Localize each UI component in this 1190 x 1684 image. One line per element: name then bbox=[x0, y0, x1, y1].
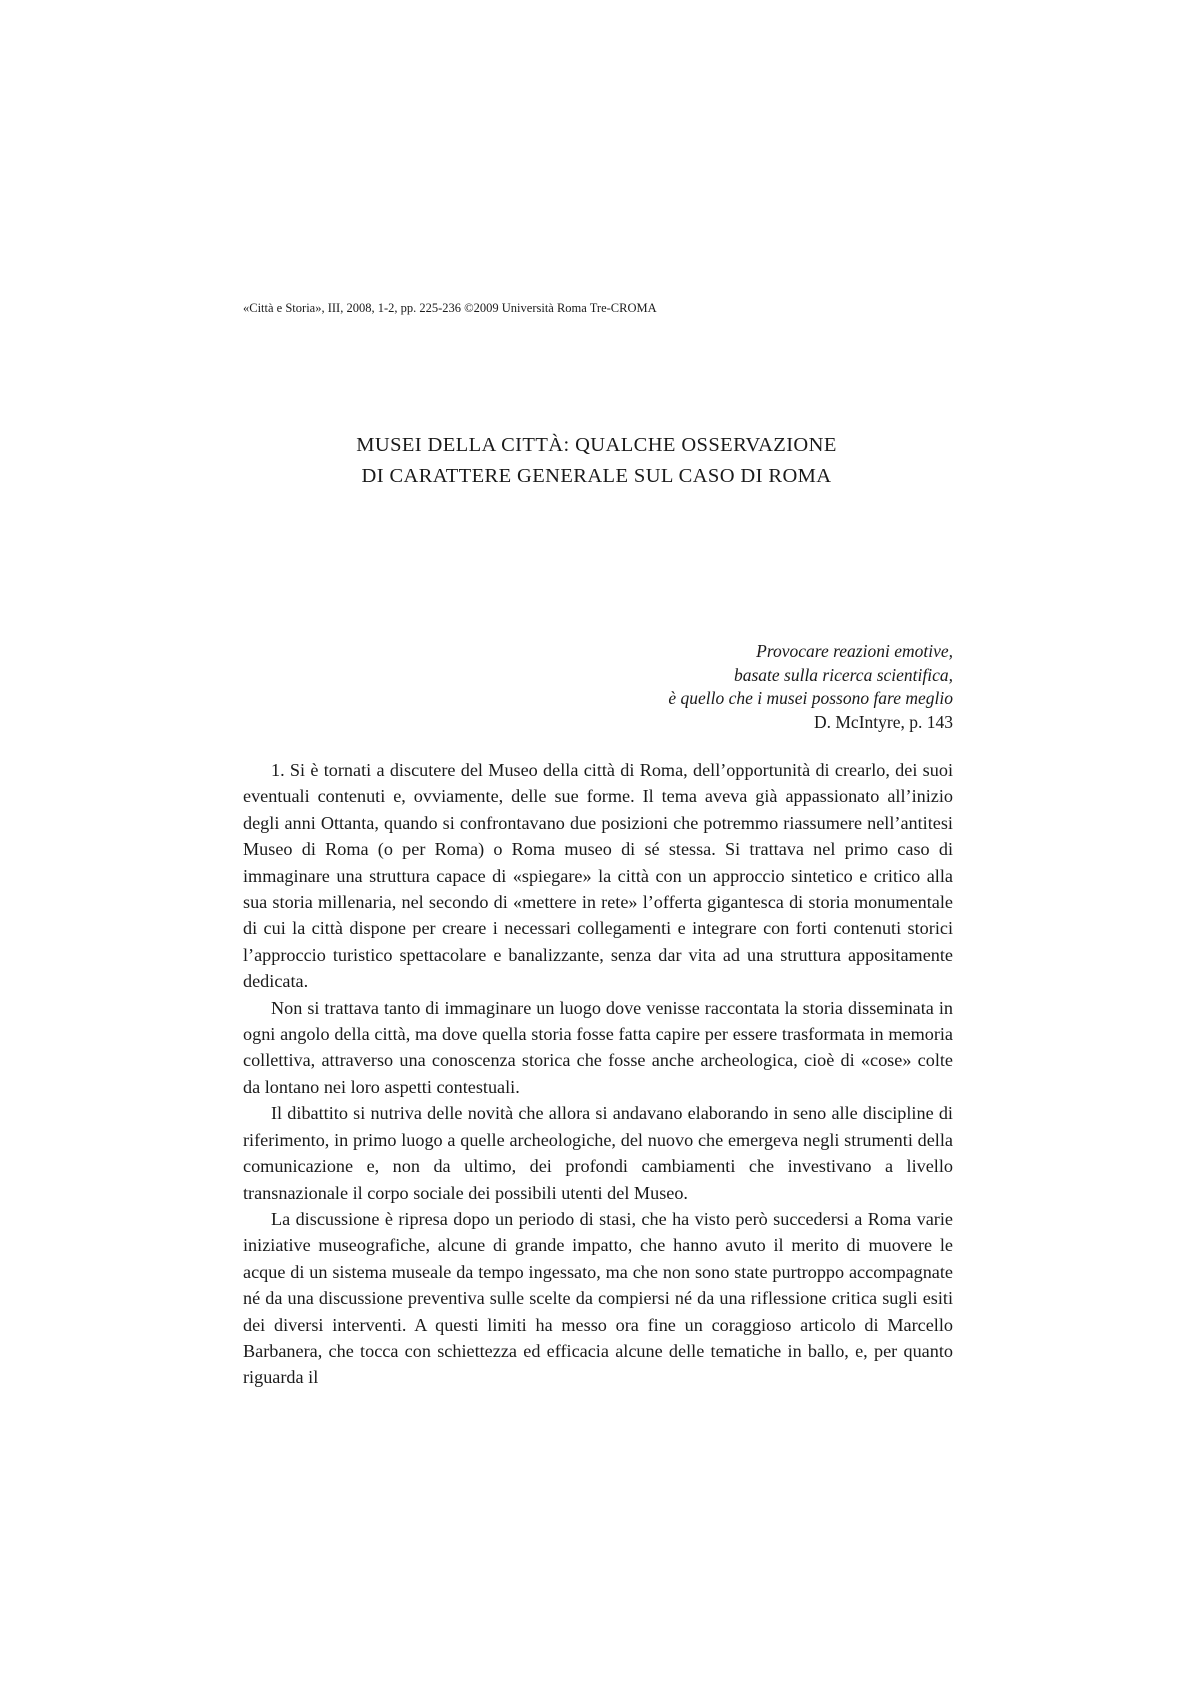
article-body bbox=[243, 757, 953, 1391]
epigraph bbox=[600, 640, 953, 734]
epigraph-attribution: D. McIntyre, p. 143 bbox=[813, 711, 953, 732]
body-paragraph-3: Il dibattito si nutriva delle novità che allora si andavano elaborando in seno alle discipline di riferimento, in primo luogo a quelle archeologiche, del nuovo che emergeva negli strumenti della comunicazione e, non da ultimo, dei profondi cambiamenti che investivano a livello transnazionale il corpo sociale dei possibili utenti del Museo. bbox=[243, 1103, 953, 1203]
article-title bbox=[243, 430, 950, 492]
journal-citation: «Città e Storia», III, 2008, 1-2, pp. 225-236 ©2009 Università Roma Tre-CROMA bbox=[243, 301, 657, 315]
epigraph-line-3: è quello che i musei possono fare meglio bbox=[668, 688, 953, 708]
title-line-2: DI CARATTERE GENERALE SUL CASO DI ROMA bbox=[361, 465, 832, 487]
title-line-1: MUSEI DELLA CITTÀ: QUALCHE OSSERVAZIONE bbox=[356, 434, 837, 456]
epigraph-line-1: Provocare reazioni emotive, bbox=[756, 641, 953, 661]
body-paragraph-2: Non si trattava tanto di immaginare un luogo dove venisse raccontata la storia disseminata in ogni angolo della città, ma dove quella storia fosse fatta capire per essere trasformata in memoria collettiva, attraverso una conoscenza storica che fosse anche archeologica, cioè di «cose» colte da lontano nei loro aspetti contestuali. bbox=[243, 997, 953, 1097]
body-paragraph-4: La discussione è ripresa dopo un periodo di stasi, che ha visto però succedersi a Roma varie iniziative museografiche, alcune di grande impatto, che hanno avuto il merito di muovere le acque di un sistema museale da tempo ingessato, ma che non sono state purtroppo accompagnate né da una discussione preventiva sulle scelte da compiersi né da una riflessione critica sugli esiti dei diversi interventi. A questi limiti ha messo ora fine un coraggioso articolo di Marcello Barbanera, che tocca con schiettezza ed efficacia alcune delle tematiche in ballo, e, per quanto riguarda il bbox=[243, 1208, 953, 1388]
body-paragraph-1: 1. Si è tornati a discutere del Museo della città di Roma, dell’opportunità di crearlo, dei suoi eventuali contenuti e, ovviamente, delle sue forme. Il tema aveva già appassionato all’inizio degli anni Ottanta, quando si confrontavano due posizioni che potremmo riassumere nell’antitesi Museo di Roma (o per Roma) o Roma museo di sé stessa. Si trattava nel primo caso di immaginare una struttura capace di «spiegare» la città con un approccio sintetico e critico alla sua storia millenaria, nel secondo di «mettere in rete» l’offerta gigantesca di storia monumentale di cui la città dispone per creare i necessari collegamenti e integrare con forti contenuti storici l’approccio turistico spettacolare e banalizzante, senza dar vita ad una struttura appositamente dedicata. bbox=[243, 760, 953, 992]
epigraph-line-2: basate sulla ricerca scientifica, bbox=[733, 664, 953, 685]
